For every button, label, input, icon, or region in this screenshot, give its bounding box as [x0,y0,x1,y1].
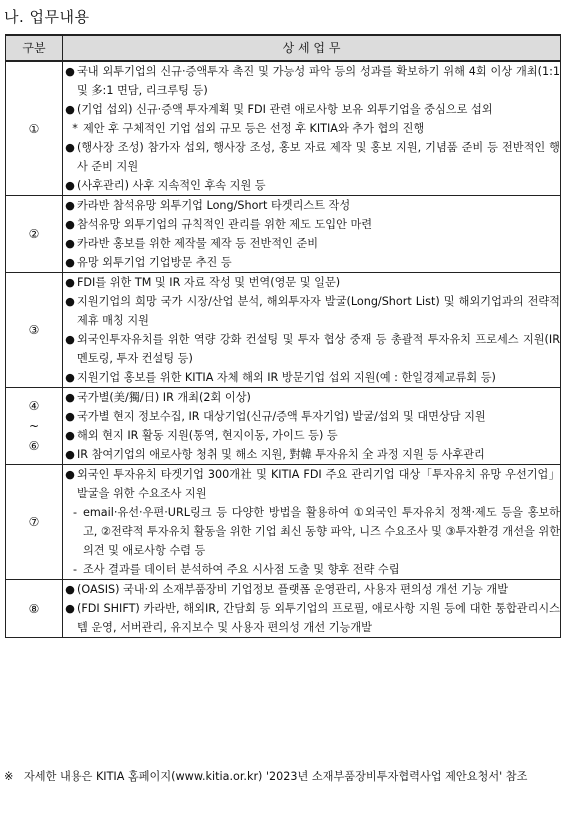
list-item [63,196,560,215]
bullet-icon: ● [65,391,75,404]
bullet-icon: ● [65,602,75,615]
list-item [63,445,560,464]
row-number: ⑥ [28,439,40,453]
sub-mark: - [72,563,78,576]
row-number-cell [6,196,63,273]
footnote-text: 자세한 내용은 KITIA 홈페이지(www.kitia.or.kr) '2023년 소재부품장비투자협력사업 제안요청서' 참조 [24,770,528,783]
list-item-text: (기업 섭외) 신규·증액 투자계획 및 FDI 관련 애로사항 보유 외투기업을 중심으로 섭외 [77,103,493,116]
table-row [6,273,561,388]
list-item [63,503,560,560]
list-item [63,234,560,253]
row-number: ④ [28,399,40,413]
row-content-cell [63,465,561,580]
table-row [6,388,561,465]
header-details: 상 세 업 무 [63,35,561,61]
row-number: ⑧ [28,601,40,616]
list-item [63,599,560,637]
list-item-text: 해외 현지 IR 활동 지원(통역, 현지이동, 가이드 등) 등 [77,429,338,442]
work-content-table [5,34,561,638]
sub-mark: * [72,122,78,135]
bullet-icon: ● [65,65,75,78]
table-body [6,61,561,638]
bullet-icon: ● [65,468,75,481]
row-content-cell [63,580,561,638]
list-item [63,388,560,407]
footnote-mark: ※ [4,770,14,783]
list-item [63,176,560,195]
list-item [63,100,560,119]
row-content-cell [63,273,561,388]
list-item [63,273,560,292]
bullet-icon: ● [65,333,75,346]
list-item [63,580,560,599]
bullet-icon: ● [65,583,75,596]
row-number-cell [6,388,63,465]
bullet-icon: ● [65,448,75,461]
row-number: ⑦ [28,515,40,529]
row-content-cell [63,196,561,273]
section-title: 나. 업무내용 [4,8,90,26]
table-header-row [6,35,561,61]
list-item [63,253,560,272]
row-number-cell [6,465,63,580]
bullet-icon: ● [65,141,75,154]
row-content-cell [63,61,561,196]
table-row [6,465,561,580]
list-item-text: 제안 후 구체적인 기업 섭외 규모 등은 선정 후 KITIA와 추가 협의 진행 [83,122,425,135]
list-item-text: (사후관리) 사후 지속적인 후속 지원 등 [77,179,266,192]
list-item [63,560,560,579]
list-item [63,368,560,387]
row-number-cell [6,580,63,638]
list-item-text: (행사장 조성) 참가자 섭외, 행사장 조성, 홍보 자료 제작 및 홍보 지원, 기념품 준비 등 전반적인 행사 준비 지원 [77,141,560,173]
list-item-text: 조사 결과를 데이터 분석하여 주요 시사점 도출 및 향후 전략 수립 [83,563,400,576]
row-number: ② [28,227,40,241]
bullet-icon: ● [65,256,75,269]
list-item-text: 국가별(美/獨/日) IR 개최(2회 이상) [77,391,251,404]
list-item-text: email·유선·우편·URL링크 등 다양한 방법을 활용하여 ①외국인 투자유치 정책·제도 등을 홍보하고, ②전략적 투자유치 활동을 위한 기업 최신 동향 파악, 니즈 수요조사 및 ③투자환경 개선을 위한 의견 및 애로사항 수렴 등 [83,506,560,557]
list-item-text: 카라반 참석유망 외투기업 Long/Short 타겟리스트 작성 [77,199,351,212]
row-number-cell [6,273,63,388]
list-item [63,426,560,445]
list-item [63,292,560,330]
bullet-icon: ● [65,276,75,289]
header-category: 구분 [6,35,63,61]
table-row [6,61,561,196]
row-number: ③ [28,323,40,337]
list-item-text: IR 참여기업의 애로사항 청취 및 해소 지원, 對韓 투자유치 全 과정 지원 등 사후관리 [77,448,485,461]
bullet-icon: ● [65,103,75,116]
list-item-text: 외국인 투자유치 타겟기업 300개社 및 KITIA FDI 주요 관리기업 대상「투자유치 유망 우선기업」발굴을 위한 수요조사 지원 [77,468,560,500]
row-number: ① [28,121,40,136]
row-number: ~ [28,419,40,433]
list-item-text: 국내 외투기업의 신규·증액투자 촉진 및 가능성 파악 등의 성과를 확보하기 위해 4회 이상 개최(1:1 및 多:1 면담, 리크루팅 등) [77,65,560,97]
table-row [6,580,561,638]
list-item-text: (FDI SHIFT) 카라반, 해외IR, 간담회 등 외투기업의 프로필, 애로사항 지원 등에 대한 통합관리시스템 운영, 서버관리, 유지보수 및 사용자 편의성 개선 기능개발 [77,602,560,634]
bullet-icon: ● [65,410,75,423]
bullet-icon: ● [65,295,75,308]
list-item-text: 외국인투자유치를 위한 역량 강화 컨설팅 및 투자 협상 중재 등 총괄적 투자유치 프로세스 지원(IR 멘토링, 투자 컨설팅 등) [77,333,560,365]
list-item [63,330,560,368]
list-item-text: 지원기업의 희망 국가 시장/산업 분석, 해외투자자 발굴(Long/Short List) 및 해외기업과의 전략적 제휴 매칭 지원 [77,295,560,327]
list-item [63,215,560,234]
list-item-text: 참석유망 외투기업의 규칙적인 관리를 위한 제도 도입안 마련 [77,218,373,231]
list-item [63,62,560,100]
list-item [63,119,560,138]
bullet-icon: ● [65,218,75,231]
table-row [6,196,561,273]
bullet-icon: ● [65,179,75,192]
list-item-text: 카라반 홍보를 위한 제작물 제작 등 전반적인 준비 [77,237,319,250]
list-item-text: 지원기업 홍보를 위한 KITIA 자체 해외 IR 방문기업 섭외 지원(예 : 한일경제교류회 등) [77,371,496,384]
bullet-icon: ● [65,237,75,250]
sub-mark: - [72,506,78,519]
row-number-cell [6,61,63,196]
footnote [4,767,560,787]
bullet-icon: ● [65,371,75,384]
list-item-text: 유망 외투기업 기업방문 추진 등 [77,256,232,269]
list-item-text: FDI를 위한 TM 및 IR 자료 작성 및 번역(영문 및 일문) [77,276,341,289]
list-item [63,465,560,503]
list-item-text: 국가별 현지 정보수집, IR 대상기업(신규/증액 투자기업) 발굴/섭외 및 대면상담 지원 [77,410,486,423]
list-item-text: (OASIS) 국내·외 소재부품장비 기업정보 플랫폼 운영관리, 사용자 편의성 개선 기능 개발 [77,583,508,596]
bullet-icon: ● [65,429,75,442]
bullet-icon: ● [65,199,75,212]
list-item [63,407,560,426]
list-item [63,138,560,176]
row-content-cell [63,388,561,465]
